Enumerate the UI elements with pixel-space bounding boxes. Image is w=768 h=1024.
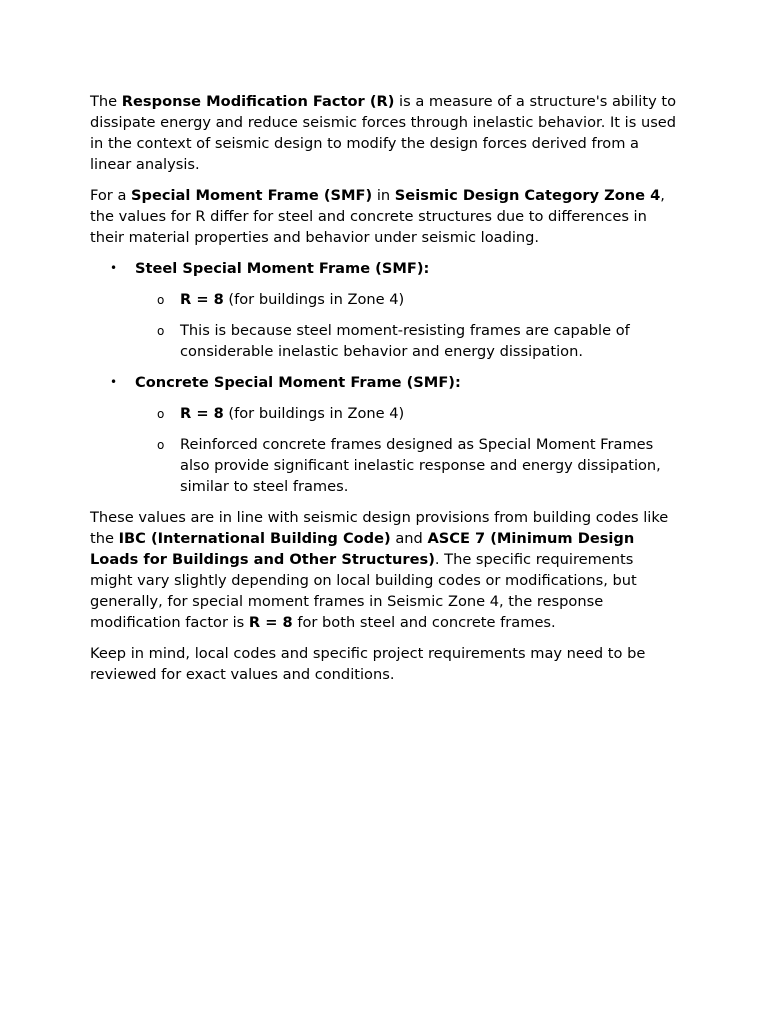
codes-text-4: for both steel and concrete frames. (292, 614, 556, 631)
sub-bullet-icon: o (157, 324, 165, 338)
smf-bold-zone: Seismic Design Category Zone 4 (394, 187, 661, 204)
frame-type-list (90, 258, 680, 497)
closing-paragraph (90, 643, 680, 685)
sublist-text: Reinforced concrete frames designed as Special Moment Frames also provide significant inelastic response and energy dissipation, similar to steel frames. (180, 436, 661, 495)
intro-text-1: The (90, 93, 122, 110)
sublist-item (135, 403, 680, 424)
smf-bold-term: Special Moment Frame (SMF) (131, 187, 373, 204)
document-body (90, 91, 680, 695)
codes-bold-r-value: R = 8 (248, 614, 293, 631)
sublist-text: (for buildings in Zone 4) (223, 291, 405, 308)
codes-bold-ibc: IBC (International Building Code) (118, 530, 391, 547)
smf-text-2: in (372, 187, 395, 204)
bullet-icon: • (110, 261, 118, 275)
steel-sublist (135, 289, 680, 362)
codes-bold-asce: ASCE 7 (Minimum Design Loads for Buildings and Other Structures) (90, 530, 635, 568)
sublist-bold: R = 8 (180, 405, 224, 422)
codes-text-1: These values are in line with seismic design provisions from building codes like the (90, 509, 669, 547)
sublist-item (135, 320, 680, 362)
closing-text: Keep in mind, local codes and specific project requirements may need to be reviewed for exact values and conditions. (90, 645, 646, 683)
intro-text-2: is a measure of a structure's ability to dissipate energy and reduce seismic forces through inelastic behavior. It is used in the context of seismic design to modify the design forces derived from a linear analysis. (90, 93, 677, 173)
bullet-icon: • (110, 375, 118, 389)
intro-bold-term: Response Modification Factor (R) (121, 93, 395, 110)
list-item-steel (90, 258, 680, 362)
concrete-sublist (135, 403, 680, 497)
list-heading-concrete: Concrete Special Moment Frame (SMF): (135, 374, 461, 391)
list-item-concrete (90, 372, 680, 497)
sub-bullet-icon: o (157, 407, 165, 421)
sublist-text: (for buildings in Zone 4) (223, 405, 405, 422)
smf-text-3: , the values for R differ for steel and concrete structures due to differences in their material properties and behavior under seismic loading. (90, 187, 665, 246)
sub-bullet-icon: o (157, 438, 165, 452)
sublist-item (135, 434, 680, 497)
intro-paragraph (90, 91, 680, 175)
sublist-text: This is because steel moment-resisting frames are capable of considerable inelastic behavior and energy dissipation. (180, 322, 630, 360)
list-heading-steel: Steel Special Moment Frame (SMF): (135, 260, 430, 277)
smf-text-1: For a (90, 187, 132, 204)
sub-bullet-icon: o (157, 293, 165, 307)
codes-text-3: . The specific requirements might vary slightly depending on local building codes or modifications, but generally, for special moment frames in Seismic Zone 4, the response modification factor is (90, 551, 637, 631)
codes-text-2: and (390, 530, 428, 547)
smf-paragraph (90, 185, 680, 248)
sublist-bold: R = 8 (180, 291, 224, 308)
codes-paragraph (90, 507, 680, 633)
sublist-item (135, 289, 680, 310)
